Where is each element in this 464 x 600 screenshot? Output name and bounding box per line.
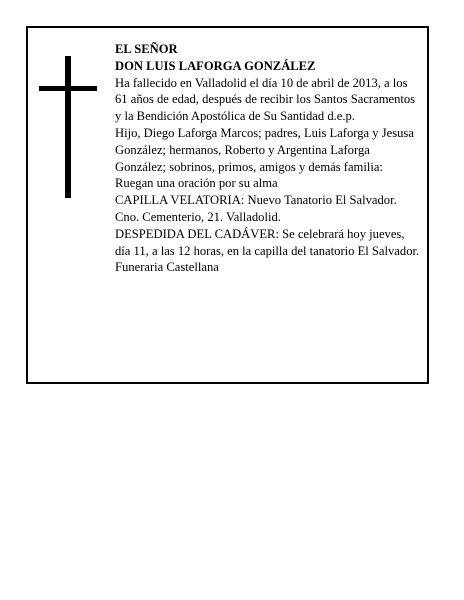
notice-title-line1: EL SEÑOR <box>115 42 178 56</box>
cross-icon <box>39 56 99 198</box>
farewell-info: DESPEDIDA DEL CADÁVER: Se celebrará hoy jueves, día 11, a las 12 horas, en la capilla del tanatorio El Salvador. <box>115 226 420 258</box>
funeral-home: Funeraria Castellana <box>115 260 219 275</box>
notice-text <box>115 41 421 276</box>
death-announcement: Ha fallecido en Valladolid el día 10 de abril de 2013, a los 61 años de edad, después de recibir los Santos Sacramentos y la Bendición Apostólica de Su Santidad d.e.p. <box>115 75 416 124</box>
obituary-notice <box>26 26 429 384</box>
family-list: Hijo, Diego Laforga Marcos; padres, Luis Laforga y Jesusa González; hermanos, Roberto y Argentina Laforga González; sobrinos, primos, amigos y demás familia: <box>115 125 414 174</box>
cross-horizontal-bar <box>39 86 97 91</box>
cross-vertical-bar <box>65 56 71 198</box>
deceased-name: DON LUIS LAFORGA GONZÁLEZ <box>115 58 316 73</box>
wake-info: CAPILLA VELATORIA: Nuevo Tanatorio El Salvador. Cno. Cementerio, 21. Valladolid. <box>115 193 397 224</box>
prayer-request: Ruegan una oración por su alma <box>115 176 278 191</box>
